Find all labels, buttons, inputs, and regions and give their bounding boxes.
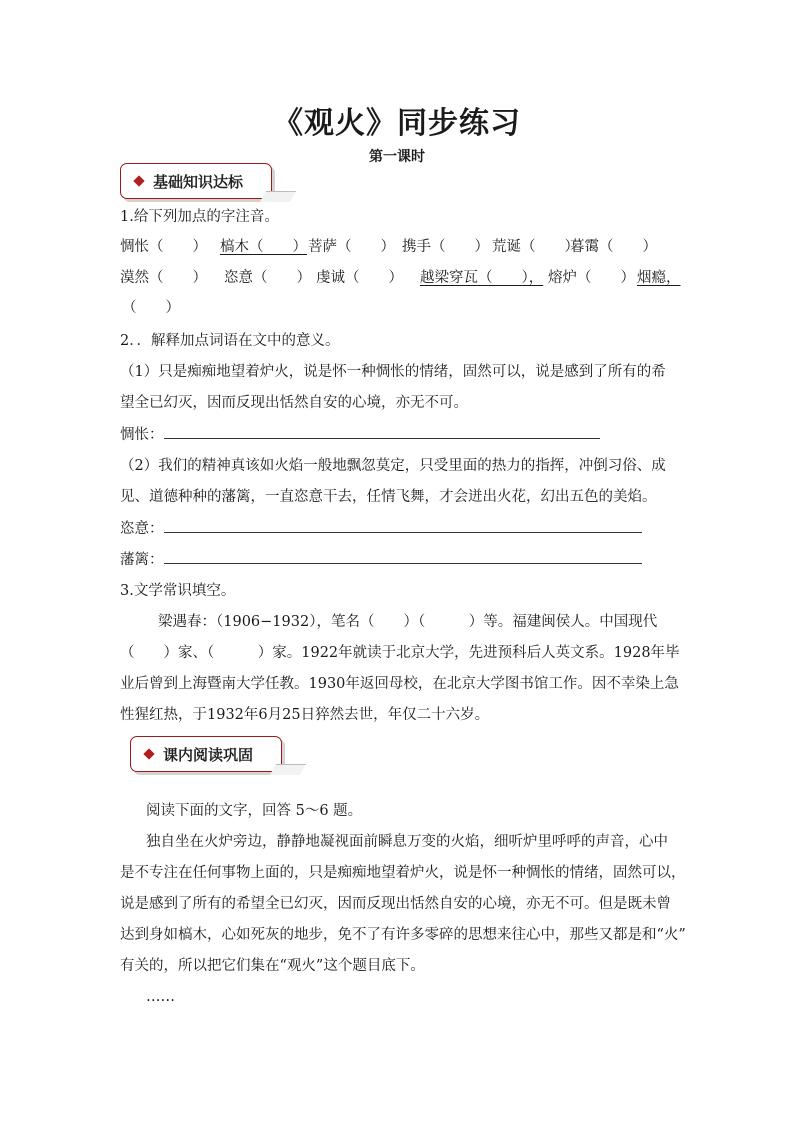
- reading-ellipsis: ……: [146, 989, 175, 1005]
- answer-row: [120, 424, 600, 445]
- answer-row: [120, 518, 642, 539]
- q1-item: 菩萨（ ）: [308, 239, 395, 255]
- section-heading: 基础知识达标: [153, 172, 244, 191]
- lesson-subtitle: 第一课时: [369, 149, 425, 165]
- section-reading: [130, 736, 282, 772]
- answer-blank[interactable]: [164, 549, 642, 564]
- q1-item: 槁木（ ）: [220, 239, 307, 255]
- answer-row: [120, 549, 642, 570]
- q1-item: 暮霭（ ）: [570, 239, 657, 255]
- q1-item: 虔诚（ ）: [316, 270, 403, 286]
- q1-item: （ ）: [122, 300, 180, 316]
- q1-item: 荒诞（ ）: [492, 239, 579, 255]
- q3-text: （ ）家、（ ）家。1922年就读于北京大学，先进预科后人英文系。1928年毕: [120, 645, 680, 661]
- section-heading: 课内阅读巩固: [163, 745, 254, 764]
- q1-item: 烟瘾，: [637, 270, 681, 286]
- q1-item: 恣意（ ）: [224, 270, 311, 286]
- answer-label: 恣意：: [120, 521, 164, 537]
- reading-passage: 有关的，所以把它们集在“观火”这个题目底下。: [120, 958, 425, 974]
- answer-label: 惆怅：: [120, 427, 164, 443]
- answer-label: 藩篱：: [120, 552, 164, 568]
- reading-passage: 说是感到了所有的希望全已幻灭，因而反现出恬然自安的心境，亦无不可。但是既未曾: [120, 896, 671, 912]
- q2-passage-1: 望全已幻灭，因而反现出恬然自安的心境，亦无不可。: [120, 395, 468, 411]
- q1-item: 漠然（ ）: [120, 270, 207, 286]
- page-title: 《观火》同步练习: [273, 106, 521, 141]
- q3-text: 业后曾到上海暨南大学任教。1930年返回母校，在北京大学图书馆工作。因不幸染上急: [120, 676, 679, 692]
- q2-passage-2: 见、道德种种的藩篱，一直恣意干去，任情飞舞，才会迸出火花，幻出五色的美焰。: [120, 489, 657, 505]
- q1-item: 越梁穿瓦（ ），: [420, 270, 544, 286]
- answer-blank[interactable]: [164, 518, 642, 533]
- section-basic-knowledge: [120, 163, 272, 199]
- q2-passage-1: （1）只是痴痴地望着炉火，说是怀一种惆怅的情绪，固然可以，说是感到了所有的希: [120, 364, 666, 380]
- diamond-bullet-icon: [133, 175, 144, 186]
- reading-passage: 独自坐在火炉旁边，静静地凝视面前瞬息万变的火焰，细听炉里呼呼的声音，心中: [146, 834, 668, 850]
- question-1-prompt: 1.给下列加点的字注音。: [120, 209, 279, 225]
- q3-text: 梁遇春：（1906−1932），笔名（ ）（ ）等。福建闽侯人。中国现代: [158, 614, 658, 630]
- q2-passage-2: （2）我们的精神真该如火焰一般地飘忽莫定，只受里面的热力的指挥，冲倒习俗、成: [120, 458, 666, 474]
- q1-item: 惆怅（ ）: [120, 239, 207, 255]
- reading-passage: 达到身如槁木，心如死灰的地步，免不了有许多零碎的思想来往心中，那些又都是和“火”: [120, 927, 686, 943]
- reading-instruction: 阅读下面的文字，回答 5～6 题。: [146, 803, 363, 819]
- q1-item: 熔炉（ ）: [548, 270, 635, 286]
- diamond-bullet-icon: [143, 748, 154, 759]
- reading-passage: 是不专注在任何事物上面的，只是痴痴地望着炉火，说是怀一种惆怅的情绪，固然可以，: [120, 865, 686, 881]
- q3-text: 性猩红热，于1932年6月25日猝然去世，年仅二十六岁。: [120, 707, 490, 723]
- answer-blank[interactable]: [164, 424, 600, 439]
- question-2-prompt: 2．．解释加点词语在文中的意义。: [120, 333, 340, 349]
- q1-item: 携手（ ）: [402, 239, 489, 255]
- question-3-prompt: 3.文学常识填空。: [120, 583, 236, 599]
